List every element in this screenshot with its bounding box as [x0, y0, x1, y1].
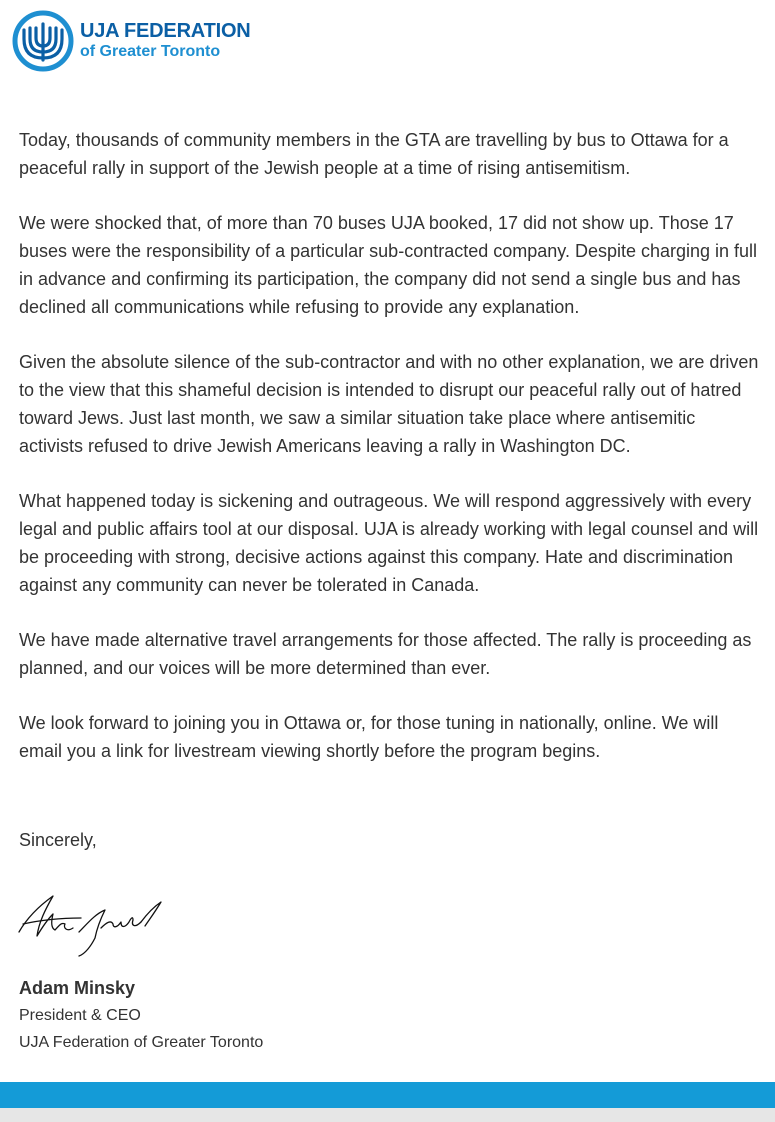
- signer-title: President & CEO: [19, 1007, 141, 1024]
- menorah-logo-icon: [12, 10, 74, 72]
- footer-strip: [0, 1108, 775, 1122]
- paragraph: Given the absolute silence of the sub-contractor and with no other explanation, we are driven to the view that this shameful decision is intended to disrupt our peaceful rally out of hatred toward Jews. Just last month, we saw a similar situation take place where antisemitic activists refused to drive Jewish Americans leaving a rally in Washington DC.: [19, 352, 759, 456]
- signer-name: Adam Minsky: [19, 978, 136, 998]
- paragraph: We were shocked that, of more than 70 buses UJA booked, 17 did not show up. Those 17 buses were the responsibility of a particular sub-contracted company. Despite charging in full in advance and confirming its participation, the company did not send a single bus and has declined all communications while refusing to provide any explanation.: [19, 213, 758, 317]
- signer-organization: UJA Federation of Greater Toronto: [19, 1034, 264, 1051]
- logo-wordmark: [80, 21, 251, 60]
- closing-salutation: Sincerely,: [19, 830, 97, 850]
- handwritten-signature: [15, 888, 165, 958]
- paragraph: Today, thousands of community members in the GTA are travelling by bus to Ottawa for a peaceful rally in support of the Jewish people at a time of rising antisemitism.: [19, 130, 729, 178]
- org-name: UJA FEDERATION: [80, 20, 251, 42]
- paragraph: What happened today is sickening and outrageous. We will respond aggressively with every legal and public affairs tool at our disposal. UJA is already working with legal counsel and will be proceeding with strong, decisive actions against this company. Hate and discrimination against any community can never be tolerated in Canada.: [19, 491, 759, 595]
- paragraph: We have made alternative travel arrangements for those affected. The rally is proceeding as planned, and our voices will be more determined than ever.: [19, 630, 752, 678]
- footer-bar: [0, 1082, 775, 1108]
- header: [12, 10, 312, 76]
- org-subtitle: of Greater Toronto: [80, 43, 221, 60]
- letter-body: [19, 126, 759, 792]
- paragraph: We look forward to joining you in Ottawa or, for those tuning in nationally, online. We will email you a link for livestream viewing shortly before the program begins.: [19, 713, 719, 761]
